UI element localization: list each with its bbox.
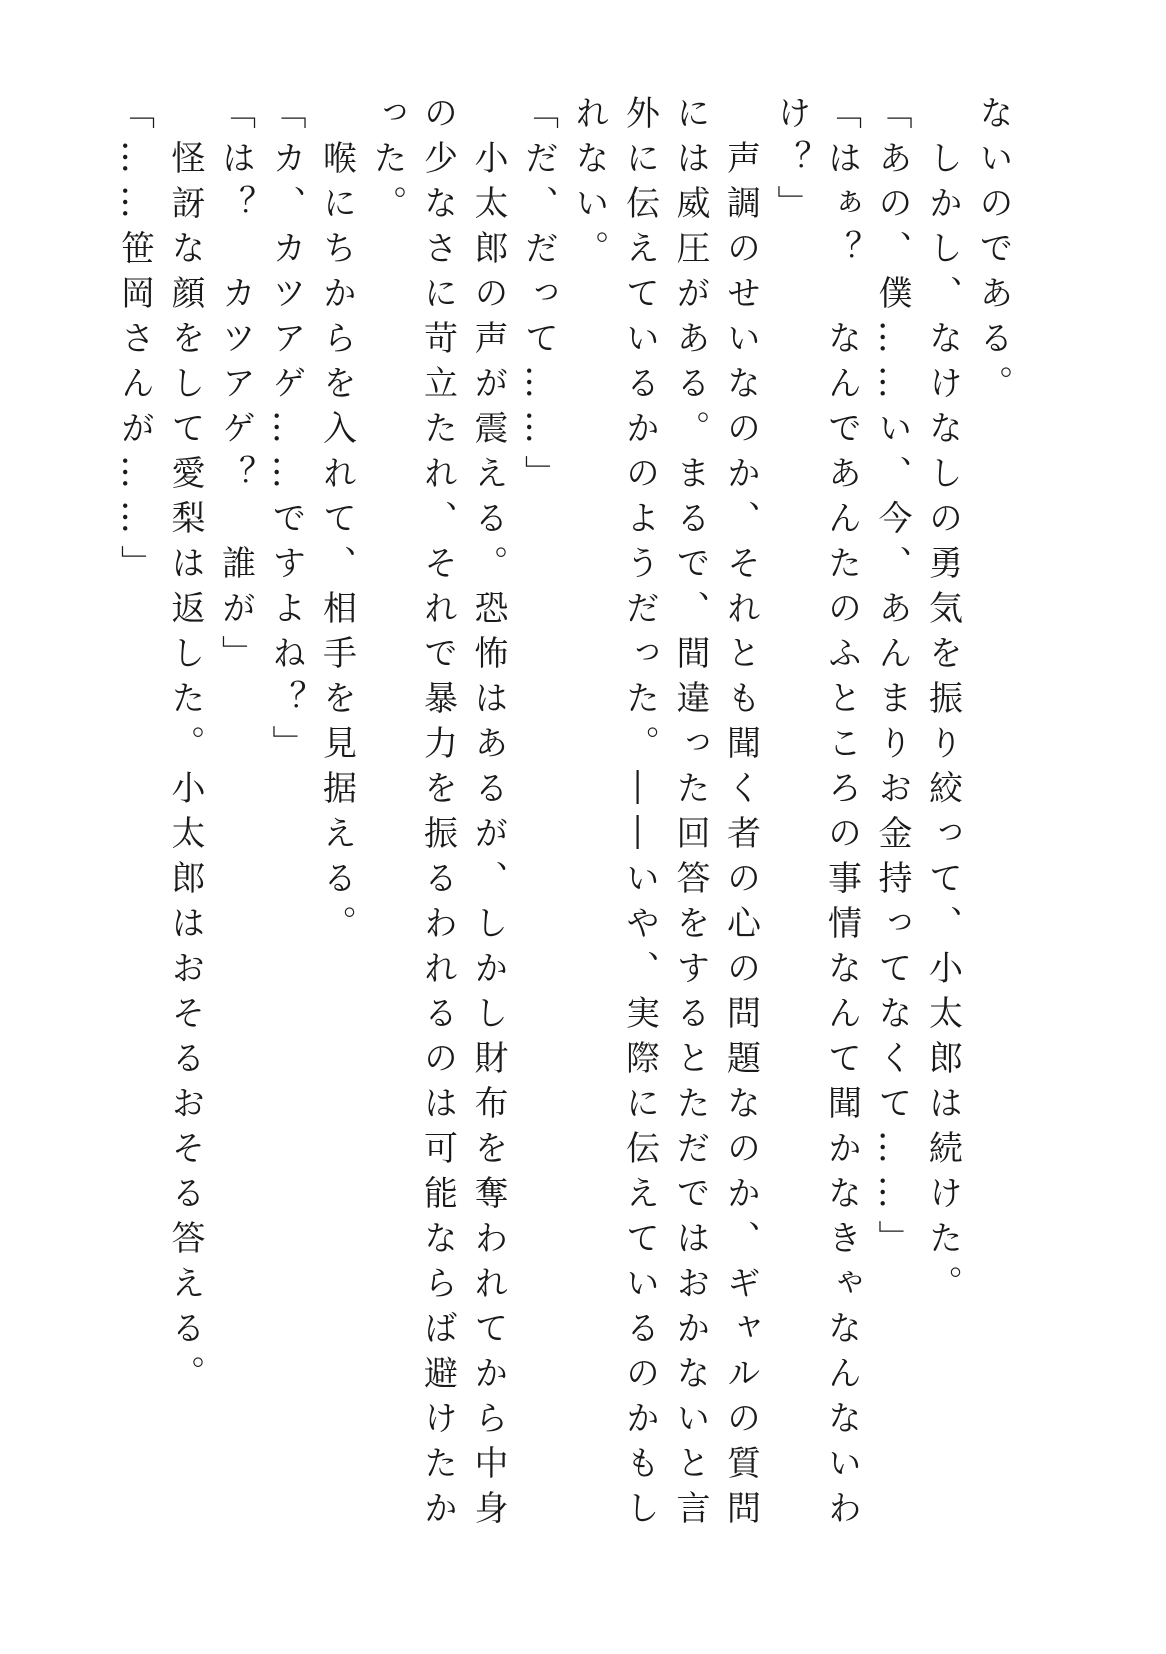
text-line: 喉にちからを入れて、相手を見据える。 [316,95,357,950]
text-line: の少なさに苛立たれ、それで暴力を振るわれるのは可能ならば避けたか [417,95,458,1535]
text-line: ないのである。 [973,95,1013,410]
text-line: 「……笹岡さんが……」 [114,95,155,590]
text-line: 「は？ カツアゲ？ 誰が」 [215,95,256,680]
text-line: 「はぁ？ なんであんたのふところの事情なんて聞かなきゃなんないわ [821,95,862,1535]
text-line: 小太郎の声が震える。恐怖はあるが、しかし財布を奪われてから中身 [468,95,508,1535]
text-line: 「だ、だって……」 [518,95,559,500]
text-line: 「カ、カツアゲ……ですよね？」 [266,95,306,770]
text-line: 怪訝な顔をして愛梨は返した。小太郎はおそるおそる答える。 [165,95,205,1400]
text-line: には威圧がある。まるで、間違った回答をするとただではおかないと言 [670,95,710,1535]
text-line: しかし、なけなしの勇気を振り絞って、小太郎は続けた。 [922,95,963,1310]
vertical-text-body [109,95,1018,1575]
text-line: け？」 [771,95,811,230]
text-line: 声調のせいなのか、それとも聞く者の心の問題なのか、ギャルの質問 [720,95,761,1535]
text-line: った。 [367,95,407,230]
text-line: 外に伝えているかのようだった。――いや、実際に伝えているのかもし [619,95,660,1535]
text-line: れない。 [569,95,609,275]
text-line: 「あの、僕……い、今、あんまりお金持ってなくて……」 [872,95,912,1265]
